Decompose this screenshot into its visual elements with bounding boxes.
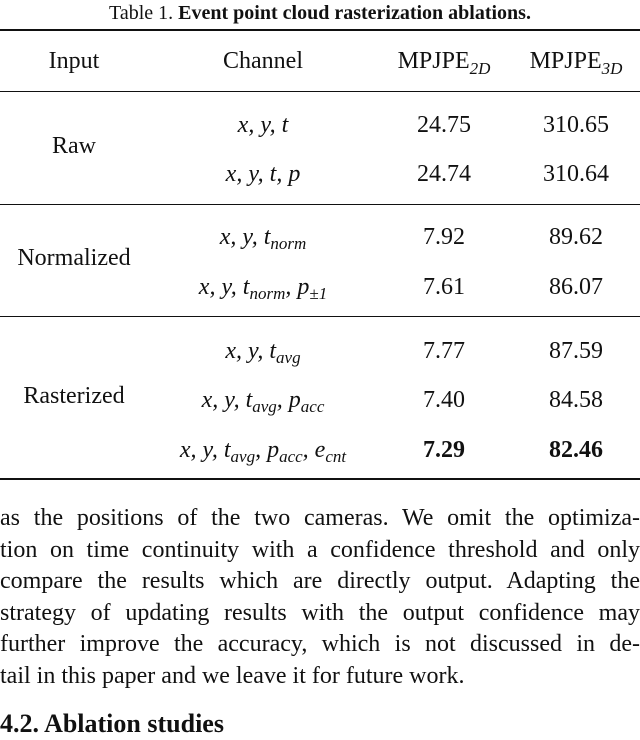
paragraph-line: compare the results which are directly output. Adapting the bbox=[0, 568, 640, 594]
table-row-mpjpe-2d: 7.92 bbox=[423, 224, 465, 250]
table-row-mpjpe-3d: 86.07 bbox=[549, 274, 603, 300]
group-input-raw: Raw bbox=[52, 133, 96, 159]
paragraph-line: as the positions of the two cameras. We omit the optimiza- bbox=[0, 505, 640, 531]
table-top-rule bbox=[0, 29, 640, 31]
header-rule bbox=[0, 91, 640, 92]
table-row-channel: x, y, t bbox=[237, 112, 289, 138]
header-input: Input bbox=[48, 48, 100, 74]
table-row-mpjpe-2d: 7.61 bbox=[423, 274, 465, 300]
paragraph-line: further improve the accuracy, which is not discussed in de- bbox=[0, 631, 640, 657]
table-row-channel: x, y, $t_{avg}$, $p_{acc}$ bbox=[201, 387, 325, 416]
table-caption bbox=[0, 0, 640, 26]
table-row-channel: x, y, $t_{avg}$, $p_{acc}$, $e_{cnt}$ bbox=[179, 437, 347, 466]
table-row-channel: x, y, $t_{avg}$ bbox=[225, 338, 301, 367]
paragraph-line: tail in this paper and we leave it for future work. bbox=[0, 662, 465, 689]
table-bottom-rule bbox=[0, 478, 640, 480]
header-mpjpe-2d: $MPJPE_{2D}$ bbox=[397, 48, 491, 78]
header-mpjpe-3d: $MPJPE_{3D}$ bbox=[529, 48, 623, 78]
group-rule bbox=[0, 316, 640, 317]
section-heading: 4.2. Ablation studies bbox=[0, 709, 224, 738]
table-row-mpjpe-2d: 7.77 bbox=[423, 338, 465, 364]
group-input-normalized: Normalized bbox=[17, 245, 131, 271]
paragraph-line: strategy of updating results with the output confidence may bbox=[0, 599, 640, 626]
table-row-channel: x, y, $t_{norm}$ bbox=[219, 224, 307, 253]
table-row-mpjpe-3d: 84.58 bbox=[549, 387, 603, 413]
table-row-channel: x, y, $t_{norm}$, $p_{\pm 1}$ bbox=[198, 274, 328, 303]
table-row-channel: x, y, t, p bbox=[225, 161, 301, 187]
table-row-mpjpe-3d: 87.59 bbox=[549, 338, 603, 364]
table-row-mpjpe-3d: 310.65 bbox=[543, 112, 609, 138]
table-row-mpjpe-2d-best: 7.29 bbox=[423, 437, 465, 463]
table-row-mpjpe-2d: 7.40 bbox=[423, 387, 465, 413]
table-row-mpjpe-3d: 310.64 bbox=[543, 161, 609, 187]
table-row-mpjpe-3d: 89.62 bbox=[549, 224, 603, 250]
group-rule bbox=[0, 204, 640, 205]
paragraph-line: tion on time continuity with a confidence threshold and only bbox=[0, 536, 640, 563]
caption-title: Event point cloud rasterization ablations. bbox=[178, 2, 531, 24]
caption-prefix: Table 1. bbox=[109, 2, 179, 24]
body-paragraph bbox=[0, 503, 640, 692]
table-row-mpjpe-2d: 24.75 bbox=[417, 112, 471, 138]
table-row-mpjpe-3d-best: 82.46 bbox=[549, 437, 603, 463]
group-input-rasterized: Rasterized bbox=[23, 383, 125, 409]
table-row-mpjpe-2d: 24.74 bbox=[417, 161, 471, 187]
header-channel: Channel bbox=[223, 48, 303, 74]
